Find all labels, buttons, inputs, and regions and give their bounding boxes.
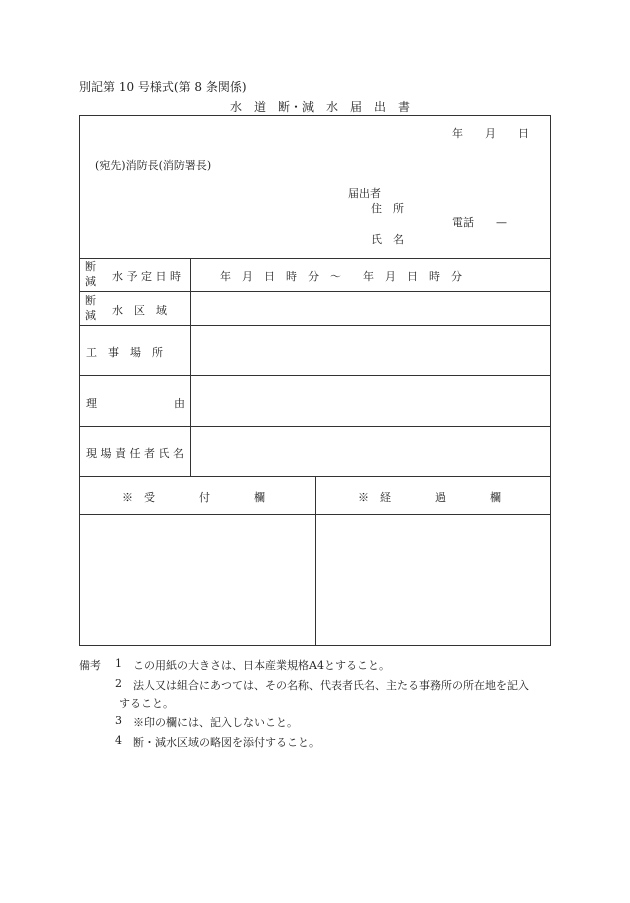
address-label: 住 所 [371,202,404,215]
note-number: 3 [115,714,122,727]
name-label: 氏 名 [371,233,404,246]
note-text: 断・減水区域の略図を添付すること。 [133,736,320,749]
site-label: 工 事 場 所 [86,346,163,359]
supervisor-label: 現 場 責 任 者 氏 名 [86,447,184,460]
date-line: 年 月 日 [452,127,529,140]
row-divider [79,375,551,376]
bracket-top: 断 [85,260,96,273]
note-number: 1 [115,657,122,670]
row-divider [79,426,551,427]
note-text: この用紙の大きさは、日本産業規格A4とすること。 [133,659,390,672]
applicant-label: 届出者 [348,187,381,200]
bracket-bottom: 減 [85,309,96,322]
form-reference: 別記第 10 号様式(第 8 条関係) [79,80,247,94]
bracket-top: 断 [85,294,96,307]
note-number: 2 [115,677,122,690]
schedule-label: 水 予 定 日 時 [112,270,181,283]
form-title: 水 道 断・減 水 届 出 書 [230,100,411,114]
note-text: ※印の欄には、記入しないこと。 [133,716,298,729]
reception-header: ※ 受 付 欄 [122,491,265,504]
row-divider [79,325,551,326]
row-divider [79,291,551,292]
reason-label-left: 理 [86,397,97,410]
row-divider [79,258,551,259]
note-continuation: すること。 [119,697,174,710]
column-divider [315,476,316,646]
column-divider [190,258,191,476]
area-label: 水 区 域 [112,304,167,317]
bracket-bottom: 減 [85,275,96,288]
note-text: 法人又は組合にあつては、その名称、代表者氏名、主たる事務所の所在地を記入 [133,679,529,692]
phone-label: 電話 — [452,216,507,229]
addressee: (宛先)消防長(消防署長) [95,159,212,172]
note-number: 4 [115,734,122,747]
reason-label-right: 由 [174,397,185,410]
progress-header: ※ 経 過 欄 [358,491,501,504]
schedule-value: 年 月 日 時 分 ～ 年 月 日 時 分 [220,270,462,283]
notes-heading: 備考 [79,659,101,672]
